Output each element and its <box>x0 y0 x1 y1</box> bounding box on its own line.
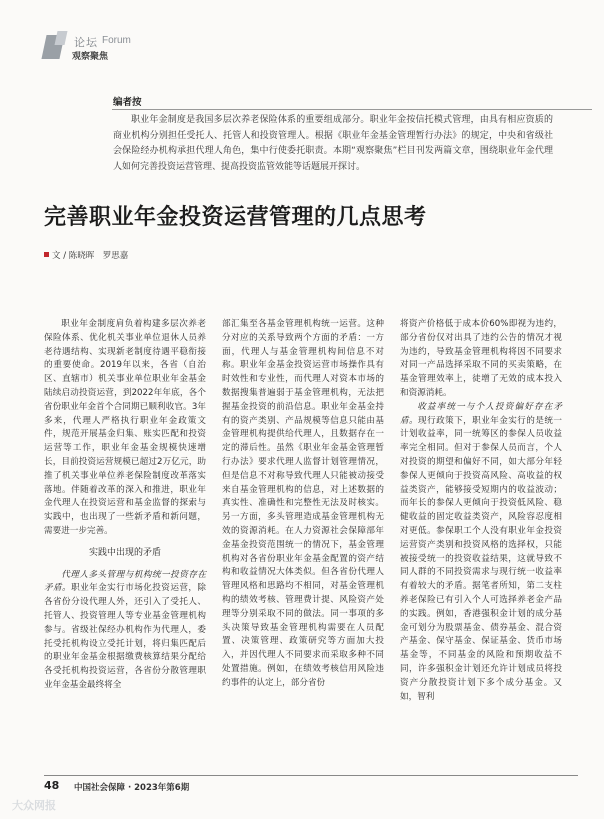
subheading-lead: 代理人多头管理与机构统一投资存在矛盾。 <box>44 569 206 594</box>
journal-name: 中国社会保障 · 2023年第6期 <box>74 783 190 793</box>
section-heading: 实践中出现的矛盾 <box>88 547 161 558</box>
section-title-en: Forum <box>102 35 131 46</box>
editor-note-label: 编者按 <box>113 97 142 108</box>
byline-marker-icon <box>44 252 49 257</box>
watermark: 大众网报 <box>12 799 56 812</box>
text-column-1 <box>44 318 206 693</box>
page-number: 48 <box>44 779 60 792</box>
section-title: 论坛 <box>74 36 98 49</box>
text-column-2 <box>222 318 384 691</box>
paragraph: 将资产价格低于成本价60%即视为违约，部分省份仅对出具了违约公告的情况才视为违约，导致基金管理机构将因不同要求对同一产品选择采取不同的买卖策略，在基金管理效率上，徒增了无效的成本投入和资源消耗。 <box>400 319 562 398</box>
paragraph: 部汇集至各基金管理机构统一运营。这种分对应的关系导致两个方面的矛盾：一方面，代理人与基金管理机构间信息不对称。职业年金基金投资运营市场操作具有时效性和专业性，而代理人对资本市场的数据搜集普遍弱于基金管理机构，无法把握基金投资的前沿信息。职业年金基金持有的资产类别、产品规模等信息只能由基金管理机构提供给代理人，且数据存在一定的滞后性。虽然《职业年金基金管理暂行办法》要求代理人监督计划管理情况，但是信息不对称导致代理人只能被动接受来自基金管理机构的信息，对上述数据的真实性、准确性和完整性无法及时核实。另一方面，多头管理造成基金管理机构无效的资源消耗。在人力资源社会保障部年金基金投资范围统一的情况下，基金管理机构对各省份职业年金基金配置的资产结构和收益情况大体类似。但各省份代理人管理风格和思路均不相同，对基金管理机构的绩效考核、管理费计提、风险资产处理等分别采取不同的做法。同一事项的多头决策导致基金管理机构需要在人员配置、决策管理、政策研究等方面加大投入，并因代理人不同要求而采取多种不同处置措施。例如，在绩效考核信用风险违约事件的认定上，部分省份 <box>222 319 384 688</box>
article-title: 完善职业年金投资运营管理的几点思考 <box>44 205 427 230</box>
paragraph <box>400 401 562 705</box>
editor-note-divider <box>112 109 592 110</box>
subheading-lead: 收益率统一与个人投资偏好存在矛盾。 <box>400 401 562 426</box>
footer-divider <box>44 775 578 776</box>
paragraph-text: 职业年金实行市场化投资运营，除各省份分设代理人外，还引入了受托人、托管人、投资管理人等专业基金管理机构参与。省级社保经办机构作为代理人，委托受托机构设立受托计划，将归集匹配后的职业年金基金根据缴费核算结果分配给各受托机构投资运营，各省份分散管理职业年金基金最终将全 <box>44 583 206 690</box>
editor-note-text: 职业年金制度是我国多层次养老保险体系的重要组成部分。职业年金按信托模式管理，由具有相应资质的商业机构分别担任受托人、托管人和投资管理人。根据《职业年金基金管理暂行办法》的规定，中央和省级社会保险经办机构承担代理人角色，集中行使委托职责。本期“观察聚焦”栏目刊发两篇文章，围绕职业年金代理人如何完善投资运营管理、提高投资监管效能等话题展开探讨。 <box>113 115 553 172</box>
section-logo-icon <box>44 31 66 61</box>
text-column-3 <box>400 318 562 704</box>
paragraph-text: 现行政策下，职业年金实行的是统一计划收益率，同一统筹区的参保人员收益率完全相同。但对于参保人员而言，个人对投资的期望和偏好不同，如大部分年轻参保人更倾向于投资高风险、高收益的权益类资产，能够接受短期内的收益波动；而年长的参保人更倾向于投资低风险、稳健收益的固定收益类资产，风险容忍度相对更低。参保职工个人没有职业年金投资运营资产类别和投资风格的选择权，只能被接受统一的投资收益结果，这就导致不同人群的不同投资需求与现行统一收益率有着较大的矛盾。据笔者所知，第二支柱养老保险已有引入个人可选择养老金产品的实践。例如，香港强积金计划的成分基金可划分为股票基金、债券基金、混合资产基金、保守基金、保证基金、货币市场基金等，不同基金的风险和预期收益不同，许多强积金计划还允许计划成员将投资产分散投资计划下多个成分基金。又如，智利 <box>400 415 562 702</box>
paragraph <box>44 569 206 693</box>
article-byline: 文 / 陈晓晖 罗思嘉 <box>52 251 129 261</box>
paragraph: 职业年金制度肩负着构建多层次养老保险体系、优化机关事业单位退休人员养老待遇结构、实现新老制度待遇平稳衔接的重要使命。2019年以来，各省（自治区、直辖市）机关事业单位职业年金基金陆续启动投资运营，到2022年年底，各个省份职业年金首个合同期已顺利收官。3年多来，代理人严格执行职业年金政策文件，规范开展基金归集、账实匹配和投资运营等工作，职业年金基金规模快速增长，目前投资运营规模已超过2万亿元，助推了机关事业单位养老保险制度改革落实落地。伴随着改革的深入和推进，职业年金代理人在投资运营和基金监督的探索与实践中，也出现了一些新矛盾和新问题，需要进一步完善。 <box>44 319 206 536</box>
column-name: 观察聚焦 <box>72 52 109 62</box>
